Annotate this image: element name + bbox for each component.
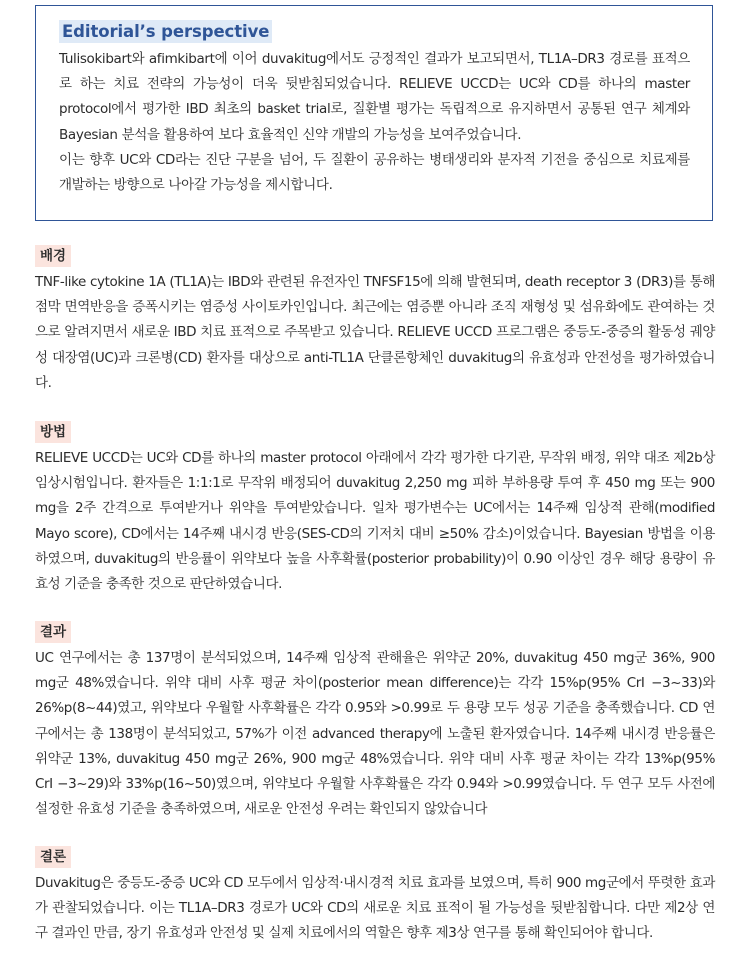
- methods-heading: 방법: [35, 421, 71, 443]
- editorial-body: [59, 47, 690, 198]
- conclusion-section: [35, 846, 715, 947]
- conclusion-heading: 결론: [35, 846, 71, 868]
- results-section: [35, 621, 715, 822]
- editorial-paragraph: Tulisokibart와 afimkibart에 이어 duvakitug에서도 긍정적인 결과가 보고되면서, TL1A–DR3 경로를 표적으로 하는 치료 전략의 가능성이 더욱 뒷받침되었습니다. RELIEVE UCCD는 UC와 CD를 하나의 master protocol에서 평가한 IBD 최초의 basket trial로, 질환별 평가는 독립적으로 유지하면서 공통된 연구 체계와 Bayesian 분석을 활용하여 보다 효율적인 신약 개발의 가능성을 보여주었습니다.: [59, 51, 690, 143]
- background-body: TNF-like cytokine 1A (TL1A)는 IBD와 관련된 유전자인 TNFSF15에 의해 발현되며, death receptor 3 (DR3)를 통해 점막 면역반응을 증폭시키는 염증성 사이토카인입니다. 최근에는 염증뿐 아니라 조직 재형성 및 섬유화에도 관여하는 것으로 알려지면서 새로운 IBD 치료 표적으로 주목받고 있습니다. RELIEVE UCCD 프로그램은 중등도-중증의 활동성 궤양성 대장염(UC)과 크론병(CD) 환자를 대상으로 anti-TL1A 단클론항체인 duvakitug의 유효성과 안전성을 평가하였습니다.: [35, 274, 715, 391]
- editorial-perspective-box: [35, 5, 713, 221]
- editorial-title: Editorial’s perspective: [59, 20, 272, 43]
- background-heading: 배경: [35, 245, 71, 267]
- results-heading: 결과: [35, 621, 71, 643]
- methods-section: [35, 421, 715, 597]
- methods-body: RELIEVE UCCD는 UC와 CD를 하나의 master protocol 아래에서 각각 평가한 다기관, 무작위 배정, 위약 대조 제2b상 임상시험입니다. 환자들은 1:1:1로 무작위 배정되어 duvakitug 2,250 mg 피하 부하용량 투여 후 450 mg 또는 900 mg을 2주 간격으로 투여받거나 위약을 투여받았습니다. 일차 평가변수는 UC에서는 14주째 임상적 관해(modified Mayo score), CD에서는 14주째 내시경 반응(SES-CD의 기저치 대비 ≥50% 감소)이었습니다. Bayesian 방법을 이용하였으며, duvakitug의 반응률이 위약보다 높을 사후확률(posterior probability)이 0.90 이상인 경우 해당 용량이 유효성 기준을 충족한 것으로 판단하였습니다.: [35, 450, 715, 593]
- results-body: UC 연구에서는 총 137명이 분석되었으며, 14주째 임상적 관해율은 위약군 20%, duvakitug 450 mg군 36%, 900 mg군 48%였습니다. 위약 대비 사후 평균 차이(posterior mean difference)는 각각 15%p(95% CrI −3~33)와 26%p(8~44)였고, 위약보다 우월할 사후확률은 각각 0.95와 >0.99로 두 용량 모두 성공 기준을 충족했습니다. CD 연구에서는 총 138명이 분석되었고, 57%가 이전 advanced therapy에 노출된 환자였습니다. 14주째 내시경 반응률은 위약군 13%, duvakitug 450 mg군 26%, 900 mg군 48%였습니다. 위약 대비 사후 평균 차이는 각각 13%p(95% CrI −3~29)와 33%p(16~50)였으며, 위약보다 우월할 사후확률은 각각 0.94와 >0.99였습니다. 두 연구 모두 사전에 설정한 유효성 기준을 충족하였으며, 새로운 안전성 우려는 확인되지 않았습니다: [35, 650, 715, 818]
- background-section: [35, 245, 715, 396]
- conclusion-body: Duvakitug은 중등도-중증 UC와 CD 모두에서 임상적·내시경적 치료 효과를 보였으며, 특히 900 mg군에서 뚜렷한 효과가 관찰되었습니다. 이는 TL1A–DR3 경로가 UC와 CD의 새로운 치료 표적이 될 가능성을 뒷받침합니다. 다만 제2상 연구 결과인 만큼, 장기 유효성과 안전성 및 실제 치료에서의 역할은 향후 제3상 연구를 통해 확인되어야 합니다.: [35, 875, 715, 942]
- editorial-paragraph: 이는 향후 UC와 CD라는 진단 구분을 넘어, 두 질환이 공유하는 병태생리와 분자적 기전을 중심으로 치료제를 개발하는 방향으로 나아갈 가능성을 제시합니다.: [59, 151, 690, 194]
